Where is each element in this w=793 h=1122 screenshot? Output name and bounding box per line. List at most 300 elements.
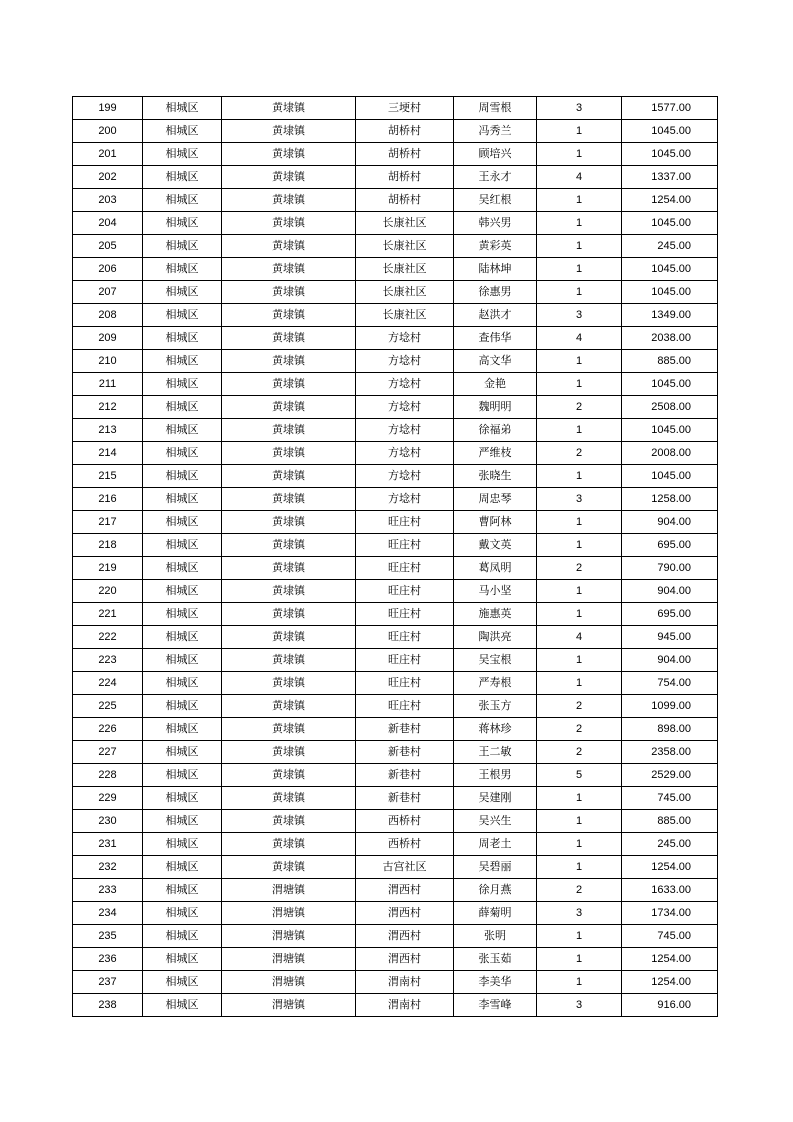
amount-cell: 1045.00 (622, 212, 718, 235)
district-cell: 相城区 (143, 327, 222, 350)
district-cell: 相城区 (143, 580, 222, 603)
row-number-cell: 202 (73, 166, 143, 189)
amount-cell: 1045.00 (622, 465, 718, 488)
row-number-cell: 201 (73, 143, 143, 166)
district-cell: 相城区 (143, 879, 222, 902)
name-cell: 王根男 (454, 764, 537, 787)
town-cell: 黄埭镇 (222, 97, 356, 120)
district-cell: 相城区 (143, 603, 222, 626)
district-cell: 相城区 (143, 534, 222, 557)
district-cell: 相城区 (143, 994, 222, 1017)
name-cell: 周忠琴 (454, 488, 537, 511)
row-number-cell: 238 (73, 994, 143, 1017)
district-cell: 相城区 (143, 212, 222, 235)
count-cell: 1 (537, 258, 622, 281)
count-cell: 1 (537, 235, 622, 258)
row-number-cell: 219 (73, 557, 143, 580)
town-cell: 渭塘镇 (222, 994, 356, 1017)
village-cell: 方埝村 (356, 442, 454, 465)
district-cell: 相城区 (143, 258, 222, 281)
count-cell: 1 (537, 350, 622, 373)
count-cell: 1 (537, 948, 622, 971)
amount-cell: 790.00 (622, 557, 718, 580)
district-cell: 相城区 (143, 396, 222, 419)
name-cell: 李美华 (454, 971, 537, 994)
name-cell: 戴文英 (454, 534, 537, 557)
town-cell: 黄埭镇 (222, 442, 356, 465)
count-cell: 1 (537, 580, 622, 603)
count-cell: 2 (537, 695, 622, 718)
name-cell: 徐惠男 (454, 281, 537, 304)
name-cell: 周老土 (454, 833, 537, 856)
town-cell: 黄埭镇 (222, 327, 356, 350)
row-number-cell: 229 (73, 787, 143, 810)
table-body (73, 97, 718, 1017)
district-cell: 相城区 (143, 465, 222, 488)
town-cell: 渭塘镇 (222, 879, 356, 902)
table-row (73, 373, 718, 396)
amount-cell: 1254.00 (622, 948, 718, 971)
amount-cell: 1045.00 (622, 120, 718, 143)
district-cell: 相城区 (143, 787, 222, 810)
name-cell: 吴红根 (454, 189, 537, 212)
table-row (73, 971, 718, 994)
count-cell: 1 (537, 143, 622, 166)
amount-cell: 2358.00 (622, 741, 718, 764)
district-cell: 相城区 (143, 189, 222, 212)
table-row (73, 810, 718, 833)
district-cell: 相城区 (143, 971, 222, 994)
amount-cell: 245.00 (622, 833, 718, 856)
district-cell: 相城区 (143, 350, 222, 373)
count-cell: 2 (537, 741, 622, 764)
data-table (72, 96, 718, 1017)
amount-cell: 1349.00 (622, 304, 718, 327)
name-cell: 马小坚 (454, 580, 537, 603)
district-cell: 相城区 (143, 718, 222, 741)
name-cell: 薛菊明 (454, 902, 537, 925)
table-row (73, 626, 718, 649)
amount-cell: 916.00 (622, 994, 718, 1017)
district-cell: 相城区 (143, 833, 222, 856)
town-cell: 黄埭镇 (222, 833, 356, 856)
town-cell: 黄埭镇 (222, 741, 356, 764)
village-cell: 长康社区 (356, 281, 454, 304)
name-cell: 金艳 (454, 373, 537, 396)
district-cell: 相城区 (143, 373, 222, 396)
count-cell: 5 (537, 764, 622, 787)
amount-cell: 1734.00 (622, 902, 718, 925)
row-number-cell: 223 (73, 649, 143, 672)
name-cell: 高文华 (454, 350, 537, 373)
count-cell: 1 (537, 971, 622, 994)
district-cell: 相城区 (143, 695, 222, 718)
table-row (73, 166, 718, 189)
town-cell: 黄埭镇 (222, 626, 356, 649)
name-cell: 黄彩英 (454, 235, 537, 258)
table-row (73, 350, 718, 373)
row-number-cell: 199 (73, 97, 143, 120)
district-cell: 相城区 (143, 511, 222, 534)
village-cell: 新巷村 (356, 787, 454, 810)
row-number-cell: 226 (73, 718, 143, 741)
amount-cell: 245.00 (622, 235, 718, 258)
table-row (73, 994, 718, 1017)
table-row (73, 580, 718, 603)
count-cell: 3 (537, 304, 622, 327)
town-cell: 黄埭镇 (222, 649, 356, 672)
name-cell: 严维枝 (454, 442, 537, 465)
count-cell: 4 (537, 166, 622, 189)
amount-cell: 1258.00 (622, 488, 718, 511)
count-cell: 1 (537, 649, 622, 672)
row-number-cell: 217 (73, 511, 143, 534)
district-cell: 相城区 (143, 902, 222, 925)
count-cell: 1 (537, 373, 622, 396)
count-cell: 1 (537, 189, 622, 212)
name-cell: 王二敏 (454, 741, 537, 764)
amount-cell: 1045.00 (622, 419, 718, 442)
name-cell: 张玉茹 (454, 948, 537, 971)
row-number-cell: 207 (73, 281, 143, 304)
table-row (73, 396, 718, 419)
district-cell: 相城区 (143, 741, 222, 764)
row-number-cell: 200 (73, 120, 143, 143)
amount-cell: 1337.00 (622, 166, 718, 189)
amount-cell: 695.00 (622, 603, 718, 626)
district-cell: 相城区 (143, 442, 222, 465)
village-cell: 长康社区 (356, 304, 454, 327)
village-cell: 旺庄村 (356, 603, 454, 626)
row-number-cell: 216 (73, 488, 143, 511)
name-cell: 严寿根 (454, 672, 537, 695)
row-number-cell: 218 (73, 534, 143, 557)
count-cell: 3 (537, 488, 622, 511)
district-cell: 相城区 (143, 281, 222, 304)
town-cell: 黄埭镇 (222, 373, 356, 396)
table-row (73, 534, 718, 557)
district-cell: 相城区 (143, 948, 222, 971)
town-cell: 黄埭镇 (222, 511, 356, 534)
name-cell: 陆林坤 (454, 258, 537, 281)
amount-cell: 2038.00 (622, 327, 718, 350)
village-cell: 新巷村 (356, 741, 454, 764)
town-cell: 黄埭镇 (222, 166, 356, 189)
row-number-cell: 234 (73, 902, 143, 925)
count-cell: 1 (537, 787, 622, 810)
name-cell: 吴宝根 (454, 649, 537, 672)
row-number-cell: 211 (73, 373, 143, 396)
village-cell: 旺庄村 (356, 511, 454, 534)
row-number-cell: 205 (73, 235, 143, 258)
row-number-cell: 214 (73, 442, 143, 465)
village-cell: 渭南村 (356, 994, 454, 1017)
town-cell: 黄埭镇 (222, 281, 356, 304)
count-cell: 1 (537, 856, 622, 879)
amount-cell: 2529.00 (622, 764, 718, 787)
name-cell: 顾培兴 (454, 143, 537, 166)
village-cell: 胡桥村 (356, 143, 454, 166)
count-cell: 2 (537, 396, 622, 419)
town-cell: 黄埭镇 (222, 465, 356, 488)
amount-cell: 904.00 (622, 649, 718, 672)
amount-cell: 1254.00 (622, 856, 718, 879)
town-cell: 黄埭镇 (222, 189, 356, 212)
name-cell: 王永才 (454, 166, 537, 189)
table-row (73, 856, 718, 879)
name-cell: 周雪根 (454, 97, 537, 120)
village-cell: 方埝村 (356, 465, 454, 488)
name-cell: 吴碧丽 (454, 856, 537, 879)
table-row (73, 97, 718, 120)
table-row (73, 465, 718, 488)
town-cell: 黄埭镇 (222, 557, 356, 580)
village-cell: 渭南村 (356, 971, 454, 994)
village-cell: 西桥村 (356, 810, 454, 833)
table-row (73, 879, 718, 902)
count-cell: 1 (537, 120, 622, 143)
district-cell: 相城区 (143, 649, 222, 672)
table-row (73, 189, 718, 212)
town-cell: 黄埭镇 (222, 764, 356, 787)
amount-cell: 754.00 (622, 672, 718, 695)
name-cell: 冯秀兰 (454, 120, 537, 143)
row-number-cell: 222 (73, 626, 143, 649)
village-cell: 胡桥村 (356, 189, 454, 212)
name-cell: 赵洪才 (454, 304, 537, 327)
town-cell: 黄埭镇 (222, 580, 356, 603)
row-number-cell: 206 (73, 258, 143, 281)
count-cell: 3 (537, 97, 622, 120)
village-cell: 方埝村 (356, 327, 454, 350)
town-cell: 黄埭镇 (222, 143, 356, 166)
row-number-cell: 220 (73, 580, 143, 603)
row-number-cell: 236 (73, 948, 143, 971)
district-cell: 相城区 (143, 810, 222, 833)
name-cell: 陶洪亮 (454, 626, 537, 649)
district-cell: 相城区 (143, 419, 222, 442)
name-cell: 张明 (454, 925, 537, 948)
town-cell: 黄埭镇 (222, 787, 356, 810)
name-cell: 葛凤明 (454, 557, 537, 580)
town-cell: 黄埭镇 (222, 695, 356, 718)
amount-cell: 745.00 (622, 787, 718, 810)
table-row (73, 741, 718, 764)
village-cell: 旺庄村 (356, 580, 454, 603)
amount-cell: 1254.00 (622, 189, 718, 212)
village-cell: 渭西村 (356, 879, 454, 902)
table-row (73, 902, 718, 925)
count-cell: 1 (537, 419, 622, 442)
row-number-cell: 203 (73, 189, 143, 212)
town-cell: 渭塘镇 (222, 925, 356, 948)
name-cell: 徐福弟 (454, 419, 537, 442)
table-row (73, 235, 718, 258)
row-number-cell: 209 (73, 327, 143, 350)
row-number-cell: 208 (73, 304, 143, 327)
amount-cell: 945.00 (622, 626, 718, 649)
town-cell: 黄埭镇 (222, 396, 356, 419)
village-cell: 长康社区 (356, 258, 454, 281)
name-cell: 查伟华 (454, 327, 537, 350)
district-cell: 相城区 (143, 764, 222, 787)
row-number-cell: 228 (73, 764, 143, 787)
row-number-cell: 204 (73, 212, 143, 235)
count-cell: 2 (537, 718, 622, 741)
village-cell: 旺庄村 (356, 672, 454, 695)
town-cell: 黄埭镇 (222, 718, 356, 741)
name-cell: 曹阿林 (454, 511, 537, 534)
name-cell: 蒋林珍 (454, 718, 537, 741)
district-cell: 相城区 (143, 166, 222, 189)
village-cell: 新巷村 (356, 764, 454, 787)
town-cell: 黄埭镇 (222, 350, 356, 373)
amount-cell: 1045.00 (622, 281, 718, 304)
table-row (73, 925, 718, 948)
count-cell: 1 (537, 672, 622, 695)
district-cell: 相城区 (143, 626, 222, 649)
amount-cell: 1099.00 (622, 695, 718, 718)
row-number-cell: 225 (73, 695, 143, 718)
amount-cell: 885.00 (622, 350, 718, 373)
table-row (73, 212, 718, 235)
name-cell: 韩兴男 (454, 212, 537, 235)
amount-cell: 1045.00 (622, 143, 718, 166)
name-cell: 张玉方 (454, 695, 537, 718)
table-row (73, 787, 718, 810)
village-cell: 渭西村 (356, 925, 454, 948)
village-cell: 方埝村 (356, 488, 454, 511)
count-cell: 3 (537, 994, 622, 1017)
table-row (73, 672, 718, 695)
count-cell: 1 (537, 925, 622, 948)
town-cell: 黄埭镇 (222, 672, 356, 695)
town-cell: 黄埭镇 (222, 603, 356, 626)
table-row (73, 718, 718, 741)
row-number-cell: 212 (73, 396, 143, 419)
district-cell: 相城区 (143, 120, 222, 143)
count-cell: 1 (537, 534, 622, 557)
village-cell: 西桥村 (356, 833, 454, 856)
village-cell: 旺庄村 (356, 695, 454, 718)
district-cell: 相城区 (143, 557, 222, 580)
count-cell: 1 (537, 603, 622, 626)
table-row (73, 281, 718, 304)
count-cell: 3 (537, 902, 622, 925)
count-cell: 2 (537, 442, 622, 465)
table-row (73, 603, 718, 626)
name-cell: 吴兴生 (454, 810, 537, 833)
table-row (73, 948, 718, 971)
row-number-cell: 215 (73, 465, 143, 488)
table-row (73, 764, 718, 787)
name-cell: 李雪峰 (454, 994, 537, 1017)
row-number-cell: 233 (73, 879, 143, 902)
table-row (73, 327, 718, 350)
table-row (73, 649, 718, 672)
amount-cell: 1045.00 (622, 373, 718, 396)
amount-cell: 1045.00 (622, 258, 718, 281)
town-cell: 黄埭镇 (222, 304, 356, 327)
table-row (73, 258, 718, 281)
table-row (73, 695, 718, 718)
town-cell: 黄埭镇 (222, 488, 356, 511)
village-cell: 旺庄村 (356, 649, 454, 672)
village-cell: 渭西村 (356, 902, 454, 925)
name-cell: 施惠英 (454, 603, 537, 626)
district-cell: 相城区 (143, 235, 222, 258)
village-cell: 方埝村 (356, 396, 454, 419)
row-number-cell: 213 (73, 419, 143, 442)
table-row (73, 442, 718, 465)
count-cell: 1 (537, 810, 622, 833)
row-number-cell: 210 (73, 350, 143, 373)
amount-cell: 745.00 (622, 925, 718, 948)
row-number-cell: 232 (73, 856, 143, 879)
row-number-cell: 224 (73, 672, 143, 695)
amount-cell: 904.00 (622, 580, 718, 603)
town-cell: 黄埭镇 (222, 534, 356, 557)
amount-cell: 1254.00 (622, 971, 718, 994)
town-cell: 渭塘镇 (222, 902, 356, 925)
table-row (73, 488, 718, 511)
amount-cell: 1577.00 (622, 97, 718, 120)
town-cell: 黄埭镇 (222, 235, 356, 258)
name-cell: 吴建刚 (454, 787, 537, 810)
village-cell: 胡桥村 (356, 120, 454, 143)
amount-cell: 885.00 (622, 810, 718, 833)
village-cell: 三埂村 (356, 97, 454, 120)
village-cell: 胡桥村 (356, 166, 454, 189)
count-cell: 4 (537, 626, 622, 649)
name-cell: 魏明明 (454, 396, 537, 419)
table-row (73, 120, 718, 143)
village-cell: 方埝村 (356, 419, 454, 442)
village-cell: 方埝村 (356, 350, 454, 373)
row-number-cell: 230 (73, 810, 143, 833)
town-cell: 黄埭镇 (222, 258, 356, 281)
count-cell: 2 (537, 879, 622, 902)
village-cell: 方埝村 (356, 373, 454, 396)
town-cell: 渭塘镇 (222, 948, 356, 971)
amount-cell: 2008.00 (622, 442, 718, 465)
name-cell: 徐月燕 (454, 879, 537, 902)
town-cell: 黄埭镇 (222, 419, 356, 442)
row-number-cell: 227 (73, 741, 143, 764)
village-cell: 古宫社区 (356, 856, 454, 879)
village-cell: 旺庄村 (356, 534, 454, 557)
count-cell: 4 (537, 327, 622, 350)
amount-cell: 898.00 (622, 718, 718, 741)
amount-cell: 1633.00 (622, 879, 718, 902)
town-cell: 黄埭镇 (222, 810, 356, 833)
name-cell: 张晓生 (454, 465, 537, 488)
count-cell: 2 (537, 557, 622, 580)
town-cell: 渭塘镇 (222, 971, 356, 994)
village-cell: 长康社区 (356, 212, 454, 235)
village-cell: 渭西村 (356, 948, 454, 971)
district-cell: 相城区 (143, 488, 222, 511)
village-cell: 长康社区 (356, 235, 454, 258)
table-row (73, 833, 718, 856)
village-cell: 新巷村 (356, 718, 454, 741)
town-cell: 黄埭镇 (222, 120, 356, 143)
count-cell: 1 (537, 212, 622, 235)
count-cell: 1 (537, 465, 622, 488)
row-number-cell: 231 (73, 833, 143, 856)
district-cell: 相城区 (143, 925, 222, 948)
row-number-cell: 237 (73, 971, 143, 994)
